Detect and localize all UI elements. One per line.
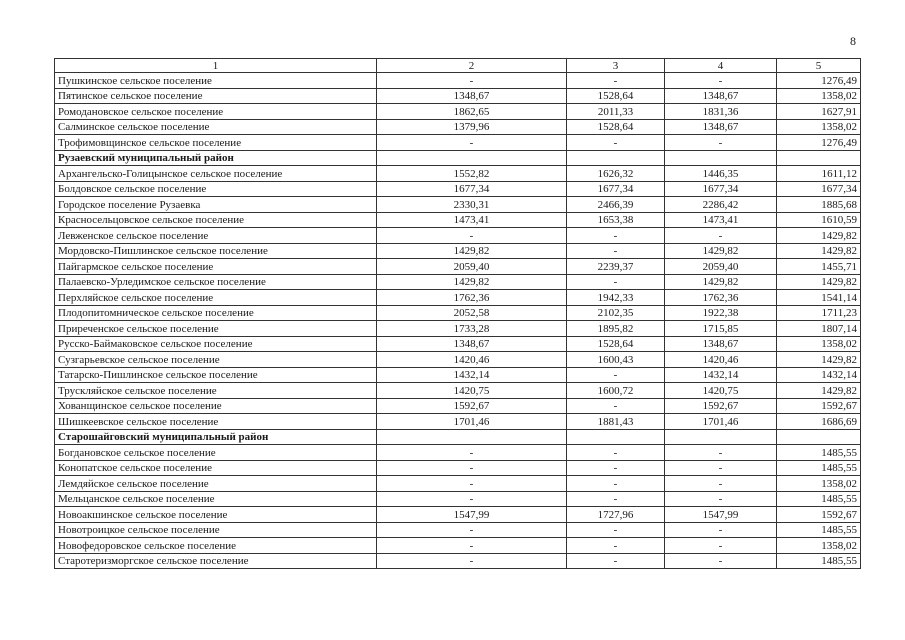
value-cell-2: 2059,40 (377, 259, 567, 275)
value-cell-3: 1528,64 (567, 336, 665, 352)
column-header-1: 1 (55, 59, 377, 73)
value-cell-5: 1485,55 (777, 460, 861, 476)
settlement-name-cell: Салминское сельское поселение (55, 119, 377, 135)
value-cell-4: 1348,67 (665, 336, 777, 352)
settlement-name-cell: Левженское сельское поселение (55, 228, 377, 244)
table-row (55, 507, 861, 523)
value-cell-4: 2286,42 (665, 197, 777, 213)
settlement-name-cell: Болдовское сельское поселение (55, 181, 377, 197)
value-cell-5: 1429,82 (777, 274, 861, 290)
table-row (55, 553, 861, 569)
value-cell-3: - (567, 491, 665, 507)
table-row (55, 476, 861, 492)
value-cell-3: - (567, 274, 665, 290)
settlement-name-cell: Лемдяйское сельское поселение (55, 476, 377, 492)
value-cell-4: 1432,14 (665, 367, 777, 383)
table-row (55, 367, 861, 383)
value-cell-3 (567, 150, 665, 166)
value-cell-3: - (567, 522, 665, 538)
value-cell-2: 1429,82 (377, 243, 567, 259)
value-cell-4: - (665, 476, 777, 492)
settlement-name-cell: Палаевско-Урледимское сельское поселение (55, 274, 377, 290)
settlement-name-cell: Трускляйское сельское поселение (55, 383, 377, 399)
value-cell-3: 1727,96 (567, 507, 665, 523)
value-cell-2: 1592,67 (377, 398, 567, 414)
value-cell-5: 1885,68 (777, 197, 861, 213)
value-cell-5: 1592,67 (777, 507, 861, 523)
value-cell-2: 1429,82 (377, 274, 567, 290)
table-row (55, 181, 861, 197)
value-cell-3 (567, 429, 665, 445)
settlement-name-cell: Русско-Баймаковское сельское поселение (55, 336, 377, 352)
table-row (55, 414, 861, 430)
value-cell-5: 1432,14 (777, 367, 861, 383)
value-cell-4: 2059,40 (665, 259, 777, 275)
value-cell-3: 1626,32 (567, 166, 665, 182)
table-row (55, 166, 861, 182)
value-cell-3: 1895,82 (567, 321, 665, 337)
value-cell-5: 1611,12 (777, 166, 861, 182)
value-cell-4: - (665, 538, 777, 554)
value-cell-3: 1528,64 (567, 119, 665, 135)
settlement-name-cell: Пятинское сельское поселение (55, 88, 377, 104)
settlement-name-cell: Шишкеевское сельское поселение (55, 414, 377, 430)
tariff-table (54, 58, 861, 569)
value-cell-2: 2330,31 (377, 197, 567, 213)
table-row (55, 491, 861, 507)
settlement-name-cell: Татарско-Пишлинское сельское поселение (55, 367, 377, 383)
column-header-4: 4 (665, 59, 777, 73)
table-row (55, 460, 861, 476)
settlement-name-cell: Старошайговский муниципальный район (55, 429, 377, 445)
value-cell-3: 2466,39 (567, 197, 665, 213)
value-cell-4: 1420,46 (665, 352, 777, 368)
value-cell-2: 1862,65 (377, 104, 567, 120)
value-cell-5: 1429,82 (777, 228, 861, 244)
settlement-name-cell: Трофимовщинское сельское поселение (55, 135, 377, 151)
value-cell-3: - (567, 228, 665, 244)
value-cell-5: 1485,55 (777, 445, 861, 461)
table-row (55, 88, 861, 104)
table-row (55, 383, 861, 399)
value-cell-4: 1420,75 (665, 383, 777, 399)
value-cell-4: 1429,82 (665, 243, 777, 259)
value-cell-2: - (377, 228, 567, 244)
settlement-name-cell: Новотроицкое сельское поселение (55, 522, 377, 538)
value-cell-3: 2011,33 (567, 104, 665, 120)
settlement-name-cell: Ромодановское сельское поселение (55, 104, 377, 120)
value-cell-3: 1942,33 (567, 290, 665, 306)
value-cell-5: 1358,02 (777, 336, 861, 352)
value-cell-4: 1677,34 (665, 181, 777, 197)
table-row (55, 228, 861, 244)
value-cell-2: - (377, 553, 567, 569)
value-cell-5: 1485,55 (777, 491, 861, 507)
header-row (55, 59, 861, 73)
value-cell-3: - (567, 398, 665, 414)
settlement-name-cell: Конопатское сельское поселение (55, 460, 377, 476)
value-cell-5: 1358,02 (777, 88, 861, 104)
value-cell-5 (777, 429, 861, 445)
value-cell-4: 1592,67 (665, 398, 777, 414)
value-cell-4: 1701,46 (665, 414, 777, 430)
value-cell-2: 1677,34 (377, 181, 567, 197)
table-row (55, 321, 861, 337)
settlement-name-cell: Рузаевский муниципальный район (55, 150, 377, 166)
value-cell-2: - (377, 491, 567, 507)
value-cell-3: 1600,43 (567, 352, 665, 368)
value-cell-5: 1276,49 (777, 73, 861, 89)
value-cell-4: 1547,99 (665, 507, 777, 523)
value-cell-2: 1348,67 (377, 88, 567, 104)
column-header-2: 2 (377, 59, 567, 73)
value-cell-5: 1429,82 (777, 352, 861, 368)
value-cell-2: 1762,36 (377, 290, 567, 306)
value-cell-3: - (567, 445, 665, 461)
settlement-name-cell: Архангельско-Голицынское сельское поселение (55, 166, 377, 182)
value-cell-3: 1528,64 (567, 88, 665, 104)
column-header-3: 3 (567, 59, 665, 73)
settlement-name-cell: Перхляйское сельское поселение (55, 290, 377, 306)
value-cell-5: 1358,02 (777, 538, 861, 554)
value-cell-5: 1610,59 (777, 212, 861, 228)
table-row (55, 135, 861, 151)
value-cell-3: - (567, 538, 665, 554)
value-cell-2: 1733,28 (377, 321, 567, 337)
value-cell-4: - (665, 460, 777, 476)
table-row (55, 259, 861, 275)
value-cell-2 (377, 429, 567, 445)
value-cell-5: 1627,91 (777, 104, 861, 120)
value-cell-4: - (665, 228, 777, 244)
table-row (55, 445, 861, 461)
table-row (55, 336, 861, 352)
value-cell-4: - (665, 553, 777, 569)
value-cell-4: - (665, 73, 777, 89)
value-cell-5: 1455,71 (777, 259, 861, 275)
district-row (55, 429, 861, 445)
value-cell-3: 2239,37 (567, 259, 665, 275)
settlement-name-cell: Новофедоровское сельское поселение (55, 538, 377, 554)
value-cell-3: 1600,72 (567, 383, 665, 399)
value-cell-4 (665, 150, 777, 166)
value-cell-4: 1922,38 (665, 305, 777, 321)
settlement-name-cell: Мельцанское сельское поселение (55, 491, 377, 507)
settlement-name-cell: Приреченское сельское поселение (55, 321, 377, 337)
value-cell-4: - (665, 491, 777, 507)
value-cell-3: - (567, 135, 665, 151)
value-cell-3: - (567, 243, 665, 259)
value-cell-4: 1429,82 (665, 274, 777, 290)
value-cell-4: 1348,67 (665, 119, 777, 135)
settlement-name-cell: Богдановское сельское поселение (55, 445, 377, 461)
value-cell-5: 1711,23 (777, 305, 861, 321)
value-cell-2: 1473,41 (377, 212, 567, 228)
table-row (55, 104, 861, 120)
value-cell-2: 1420,46 (377, 352, 567, 368)
value-cell-5: 1686,69 (777, 414, 861, 430)
value-cell-3: - (567, 73, 665, 89)
value-cell-4: 1715,85 (665, 321, 777, 337)
value-cell-2: - (377, 476, 567, 492)
value-cell-5: 1429,82 (777, 383, 861, 399)
table-row (55, 290, 861, 306)
value-cell-2: 1552,82 (377, 166, 567, 182)
settlement-name-cell: Пайгармское сельское поселение (55, 259, 377, 275)
value-cell-5: 1429,82 (777, 243, 861, 259)
table-row (55, 522, 861, 538)
settlement-name-cell: Старотеризморгское сельское поселение (55, 553, 377, 569)
value-cell-3: - (567, 476, 665, 492)
value-cell-2: 1420,75 (377, 383, 567, 399)
value-cell-3: 1881,43 (567, 414, 665, 430)
settlement-name-cell: Новоакшинское сельское поселение (55, 507, 377, 523)
value-cell-4 (665, 429, 777, 445)
settlement-name-cell: Красносельцовское сельское поселение (55, 212, 377, 228)
value-cell-5 (777, 150, 861, 166)
settlement-name-cell: Плодопитомническое сельское поселение (55, 305, 377, 321)
value-cell-3: 1653,38 (567, 212, 665, 228)
value-cell-3: - (567, 553, 665, 569)
value-cell-5: 1485,55 (777, 553, 861, 569)
settlement-name-cell: Городское поселение Рузаевка (55, 197, 377, 213)
value-cell-3: - (567, 367, 665, 383)
table-row (55, 538, 861, 554)
value-cell-5: 1485,55 (777, 522, 861, 538)
value-cell-2: 1379,96 (377, 119, 567, 135)
value-cell-2: - (377, 445, 567, 461)
value-cell-2: 2052,58 (377, 305, 567, 321)
table-row (55, 73, 861, 89)
column-header-5: 5 (777, 59, 861, 73)
value-cell-2: - (377, 460, 567, 476)
value-cell-4: 1348,67 (665, 88, 777, 104)
table-row (55, 274, 861, 290)
table-row (55, 352, 861, 368)
settlement-name-cell: Пушкинское сельское поселение (55, 73, 377, 89)
table-row (55, 197, 861, 213)
table-row (55, 305, 861, 321)
value-cell-2: - (377, 73, 567, 89)
value-cell-3: - (567, 460, 665, 476)
value-cell-4: 1473,41 (665, 212, 777, 228)
value-cell-5: 1276,49 (777, 135, 861, 151)
table-row (55, 212, 861, 228)
value-cell-2: - (377, 135, 567, 151)
value-cell-2: 1547,99 (377, 507, 567, 523)
value-cell-4: - (665, 522, 777, 538)
value-cell-5: 1677,34 (777, 181, 861, 197)
value-cell-3: 2102,35 (567, 305, 665, 321)
value-cell-4: 1446,35 (665, 166, 777, 182)
value-cell-2: 1348,67 (377, 336, 567, 352)
table-row (55, 119, 861, 135)
value-cell-2: 1701,46 (377, 414, 567, 430)
value-cell-2: - (377, 522, 567, 538)
district-row (55, 150, 861, 166)
page-number: 8 (850, 34, 856, 48)
settlement-name-cell: Мордовско-Пишлинское сельское поселение (55, 243, 377, 259)
value-cell-4: - (665, 445, 777, 461)
table-row (55, 243, 861, 259)
settlement-name-cell: Хованщинское сельское поселение (55, 398, 377, 414)
value-cell-5: 1358,02 (777, 119, 861, 135)
value-cell-5: 1807,14 (777, 321, 861, 337)
value-cell-4: 1762,36 (665, 290, 777, 306)
value-cell-2: 1432,14 (377, 367, 567, 383)
table-row (55, 398, 861, 414)
value-cell-3: 1677,34 (567, 181, 665, 197)
value-cell-5: 1592,67 (777, 398, 861, 414)
value-cell-5: 1358,02 (777, 476, 861, 492)
value-cell-4: 1831,36 (665, 104, 777, 120)
value-cell-2: - (377, 538, 567, 554)
value-cell-5: 1541,14 (777, 290, 861, 306)
value-cell-4: - (665, 135, 777, 151)
value-cell-2 (377, 150, 567, 166)
settlement-name-cell: Сузгарьевское сельское поселение (55, 352, 377, 368)
